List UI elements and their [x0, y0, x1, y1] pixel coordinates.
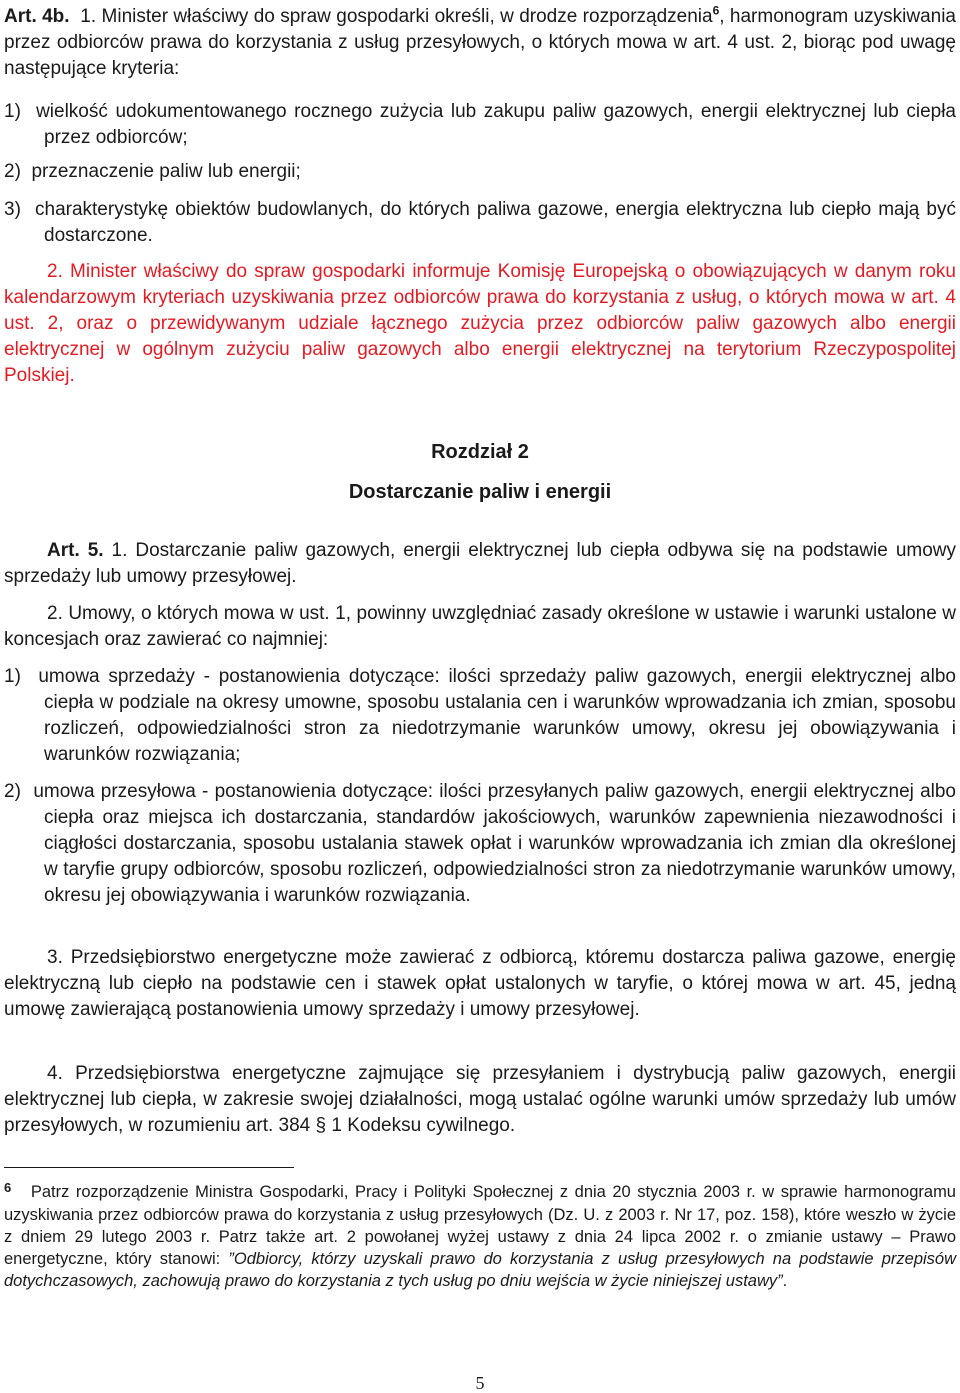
item-number: 2): [4, 781, 21, 802]
art5-p1-text: 1. Dostarczanie paliw gazowych, energii elektrycznej lub ciepła odbywa się na podstawie umowy sprzedaży lub umowy przesyłowej.: [4, 540, 957, 587]
art4b-item-1: [4, 99, 956, 151]
chapter-title: Dostarczanie paliw i energii: [348, 481, 612, 503]
art4b-paragraph-1: [4, 4, 956, 82]
art4b-item-3: [4, 197, 956, 249]
item-text: przeznaczenie paliw lub energii;: [31, 161, 301, 182]
footnote-text: Patrz rozporządzenie Ministra Gospodarki, Pracy i Polityki Społecznej z dnia 20 stycznia 2003 r. w sprawie harmonogramu uzyskiwania przez odbiorców prawa do korzystania z usług przesyłowych (Dz. U. z 2003 r. Nr 17, poz. 158), które weszło w życie z dniem 29 lutego 2003 r. Patrz także art. 2 powołanej wyżej ustawy z dnia 24 lipca 2002 r. o zmianie ustawy – Prawo energetyczne, który stanowi:: [4, 1183, 956, 1268]
page-number: 5: [475, 1373, 485, 1393]
footnote-separator: [4, 1167, 294, 1168]
art4b-item-2: [4, 159, 956, 185]
footnote: [4, 1181, 956, 1292]
art4b-p1-number: 1.: [80, 6, 97, 27]
art5-paragraph-2: 2. Umowy, o których mowa w ust. 1, powinny uwzględniać zasady określone w ustawie i warunki ustalone w koncesjach oraz zawierać co najmniej:: [4, 603, 956, 650]
art5-paragraph-4: 4. Przedsiębiorstwa energetyczne zajmujące się przesyłaniem i dystrybucją paliw gazowych, energii elektrycznej lub ciepła, w zakresie swojej działalności, mogą ustalać ogólne warunki umów sprzedaży lub umów przesyłowych, w rozumieniu art. 384 § 1 Kodeksu cywilnego.: [4, 1063, 956, 1136]
item-number: 1): [4, 101, 21, 122]
footnote-reference: 6: [712, 3, 720, 18]
item-text: umowa sprzedaży - postanowienia dotyczące: ilości sprzedaży paliw gazowych, energii elektrycznej albo ciepła w podziale na okresy umowne, sposobu ustalania cen i warunków wprowadzania ich zmian, sposobu rozliczeń, odpowiedzialności stron za niedotrzymanie warunków umowy, okresu jej obowiązywania i warunków rozwiązania;: [38, 666, 956, 765]
art4b-p1-text-cont: , harmonogram uzyskiwania przez odbiorców prawa do korzystania z usług przesyłowych, o których mowa w art. 4 ust. 2, biorąc pod uwagę następujące kryteria:: [4, 6, 957, 79]
item-number: 1): [4, 666, 21, 687]
art5-item-1: [4, 664, 956, 768]
art5-title: Art. 5.: [47, 540, 104, 561]
art4b-p1-text: Minister właściwy do spraw gospodarki określi, w drodze rozporządzenia: [101, 6, 713, 27]
footnote-quote: ”Odbiorcy, którzy uzyskali prawo do korzystania z usług przesyłowych na podstawie przepisów dotychczasowych, zachowują prawo do korzystania z tych usług po dniu wejścia w życie niniejszej ustawy”: [4, 1250, 957, 1290]
item-number: 2): [4, 161, 21, 182]
chapter-label: Rozdział 2: [431, 441, 529, 463]
item-text: charakterystykę obiektów budowlanych, do których paliwa gazowe, energia elektryczna lub ciepło mają być dostarczone.: [35, 199, 956, 246]
art4b-title: Art. 4b.: [4, 6, 70, 27]
footnote-end: .: [782, 1272, 788, 1290]
art4b-paragraph-2: 2. Minister właściwy do spraw gospodarki informuje Komisję Europejską o obowiązujących w danym roku kalendarzowym kryteriach uzyskiwania przez odbiorców prawa do korzystania z usług, o których mowa w art. 4 ust. 2, oraz o przewidywanym udziale łącznego zużycia przez odbiorców paliw gazowych albo energii elektrycznej w ogólnym zużyciu paliw gazowych albo energii elektrycznej na terytorium Rzeczypospolitej Polskiej.: [4, 261, 956, 386]
item-text: wielkość udokumentowanego rocznego zużycia lub zakupu paliw gazowych, energii elektrycznej lub ciepła przez odbiorców;: [36, 101, 956, 148]
item-text: umowa przesyłowa - postanowienia dotyczące: ilości przesyłanych paliw gazowych, energii elektrycznej albo ciepła oraz miejsca ich dostarczania, standardów jakościowych, warunków zapewnienia niezawodności i ciągłości dostarczania, sposobu ustalania stawek opłat i warunków wprowadzania ich zmian dla określonej w taryfie grupy odbiorców, sposobu rozliczeń, odpowiedzialności stron za niedotrzymanie warunków umowy, okresu jej obowiązywania i warunków rozwiązania.: [33, 781, 956, 906]
art5-paragraph-1: [4, 538, 956, 590]
art5-paragraph-3: 3. Przedsiębiorstwo energetyczne może zawierać z odbiorcą, któremu dostarcza paliwa gazowe, energię elektryczną lub ciepło na podstawie cen i stawek opłat ustalonych w taryfie, o której mowa w art. 45, jedną umowę zawierającą postanowienia umowy sprzedaży i umowy przesyłowej.: [4, 947, 956, 1020]
footnote-number: 6: [4, 1180, 12, 1195]
item-number: 3): [4, 199, 21, 220]
art5-item-2: [4, 779, 956, 909]
